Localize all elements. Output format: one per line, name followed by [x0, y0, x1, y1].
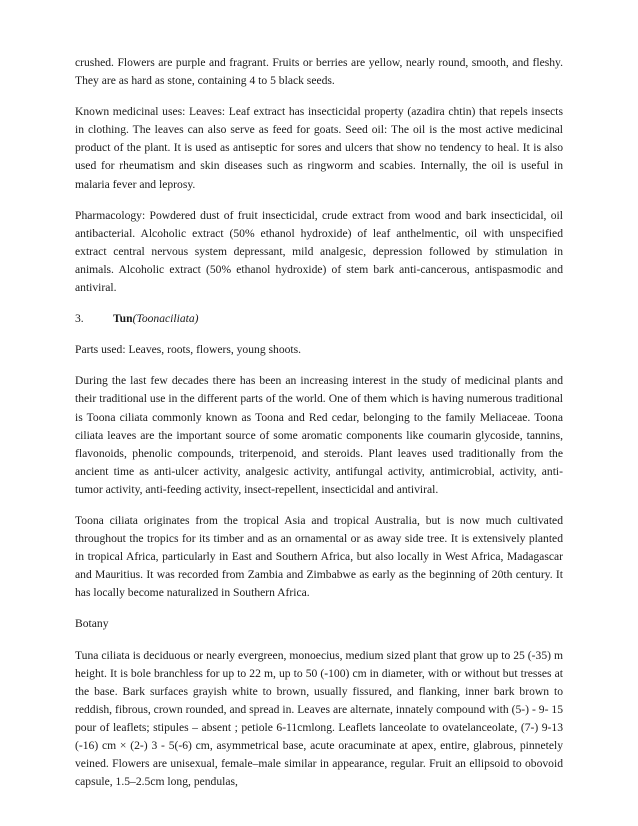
paragraph-pharmacology: Pharmacology: Powdered dust of fruit insecticidal, crude extract from wood and bark insecticidal, oil antibacterial. Alcoholic extract (50% ethanol hydroxide) of leaf anthelmentic, oil with unspecified extract central nervous system depressant, mild analgesic, depression followed by stimulation in animals. Alcoholic extract (50% ethanol hydroxide) of stem bark anti-cancerous, antispasmodic and antiviral.	[75, 208, 563, 295]
section-heading	[75, 310, 563, 328]
paragraph-medicinal-uses: Known medicinal uses: Leaves: Leaf extract has insecticidal property (azadira chtin) that repels insects in clothing. The leaves can also serve as feed for goats. Seed oil: The oil is the most active medicinal product of the plant. It is used as antiseptic for sores and ulcers that show no tendency to heal. It is also used for rheumatism and skin diseases such as ringworm and scabies. Internally, the oil is useful in malaria fever and leprosy.	[75, 105, 563, 191]
paragraph-intro: crushed. Flowers are purple and fragrant. Fruits or berries are yellow, nearly round, smooth, and fleshy. They are as hard as stone, containing 4 to 5 black seeds.	[75, 56, 563, 88]
section-title: Tun	[113, 312, 133, 326]
paragraph-botany: Tuna ciliata is deciduous or nearly evergreen, monoecius, medium sized plant that grow up to 25 (-35) m height. It is bole branchless for up to 22 m, up to 50 (-100) cm in diameter, with or without but tresses at the base. Bark surfaces grayish white to brown, usually fissured, and flanking, inner bark brown to reddish, fibrous, crown rounded, and spread in. Leaves are alternate, innately compound with (5-) - 9- 15 pour of leaflets; stipules – absent ; petiole 6-11cmlong. Leaflets lanceolate to ovatelanceolate, (7-) 9-13 (-16) cm × (2-) 3 - 5(-6) cm, asymmetrical base, acute oracuminate at apex, entire, glabrous, pinnetely veined. Flowers are unisexual, female–male similar in appearance, regular. Fruit an ellipsoid to obovoid capsule, 1.5–2.5cm long, pendulas,	[75, 648, 563, 789]
botany-heading: Botany	[75, 617, 109, 631]
paragraph-interest: During the last few decades there has been an increasing interest in the study of medicinal plants and their traditional use in the different parts of the world. One of them which is having numerous traditional is Toona ciliata commonly known as Toona and Red cedar, belonging to the family Meliaceae. Toona ciliata leaves are the important source of some aromatic components like coumarin glycoside, tannins, flavonoids, phenolic compounds, triterpenoid, and steroids. Plant leaves used traditionally from the ancient time as anti-ulcer activity, analgesic activity, antifungal activity, antimicrobial, activity, anti-tumor activity, anti-feeding activity, insect-repellent, insecticidal and antiviral.	[75, 374, 563, 496]
section-scientific-name: (Toonaciliata)	[132, 312, 199, 326]
document-page	[75, 54, 563, 804]
section-number: 3.	[75, 312, 84, 326]
paragraph-origin: Toona ciliata originates from the tropical Asia and tropical Australia, but is now much cultivated throughout the tropics for its timber and as an ornamental or as away side tree. It is extensively planted in tropical Africa, particularly in East and Southern Africa, but also locally in West Africa, Madagascar and Mauritius. It was recorded from Zambia and Zimbabwe as early as the beginning of 20th century. It has locally become naturalized in Southern Africa.	[75, 513, 563, 600]
paragraph-parts-used: Parts used: Leaves, roots, flowers, young shoots.	[75, 343, 302, 357]
